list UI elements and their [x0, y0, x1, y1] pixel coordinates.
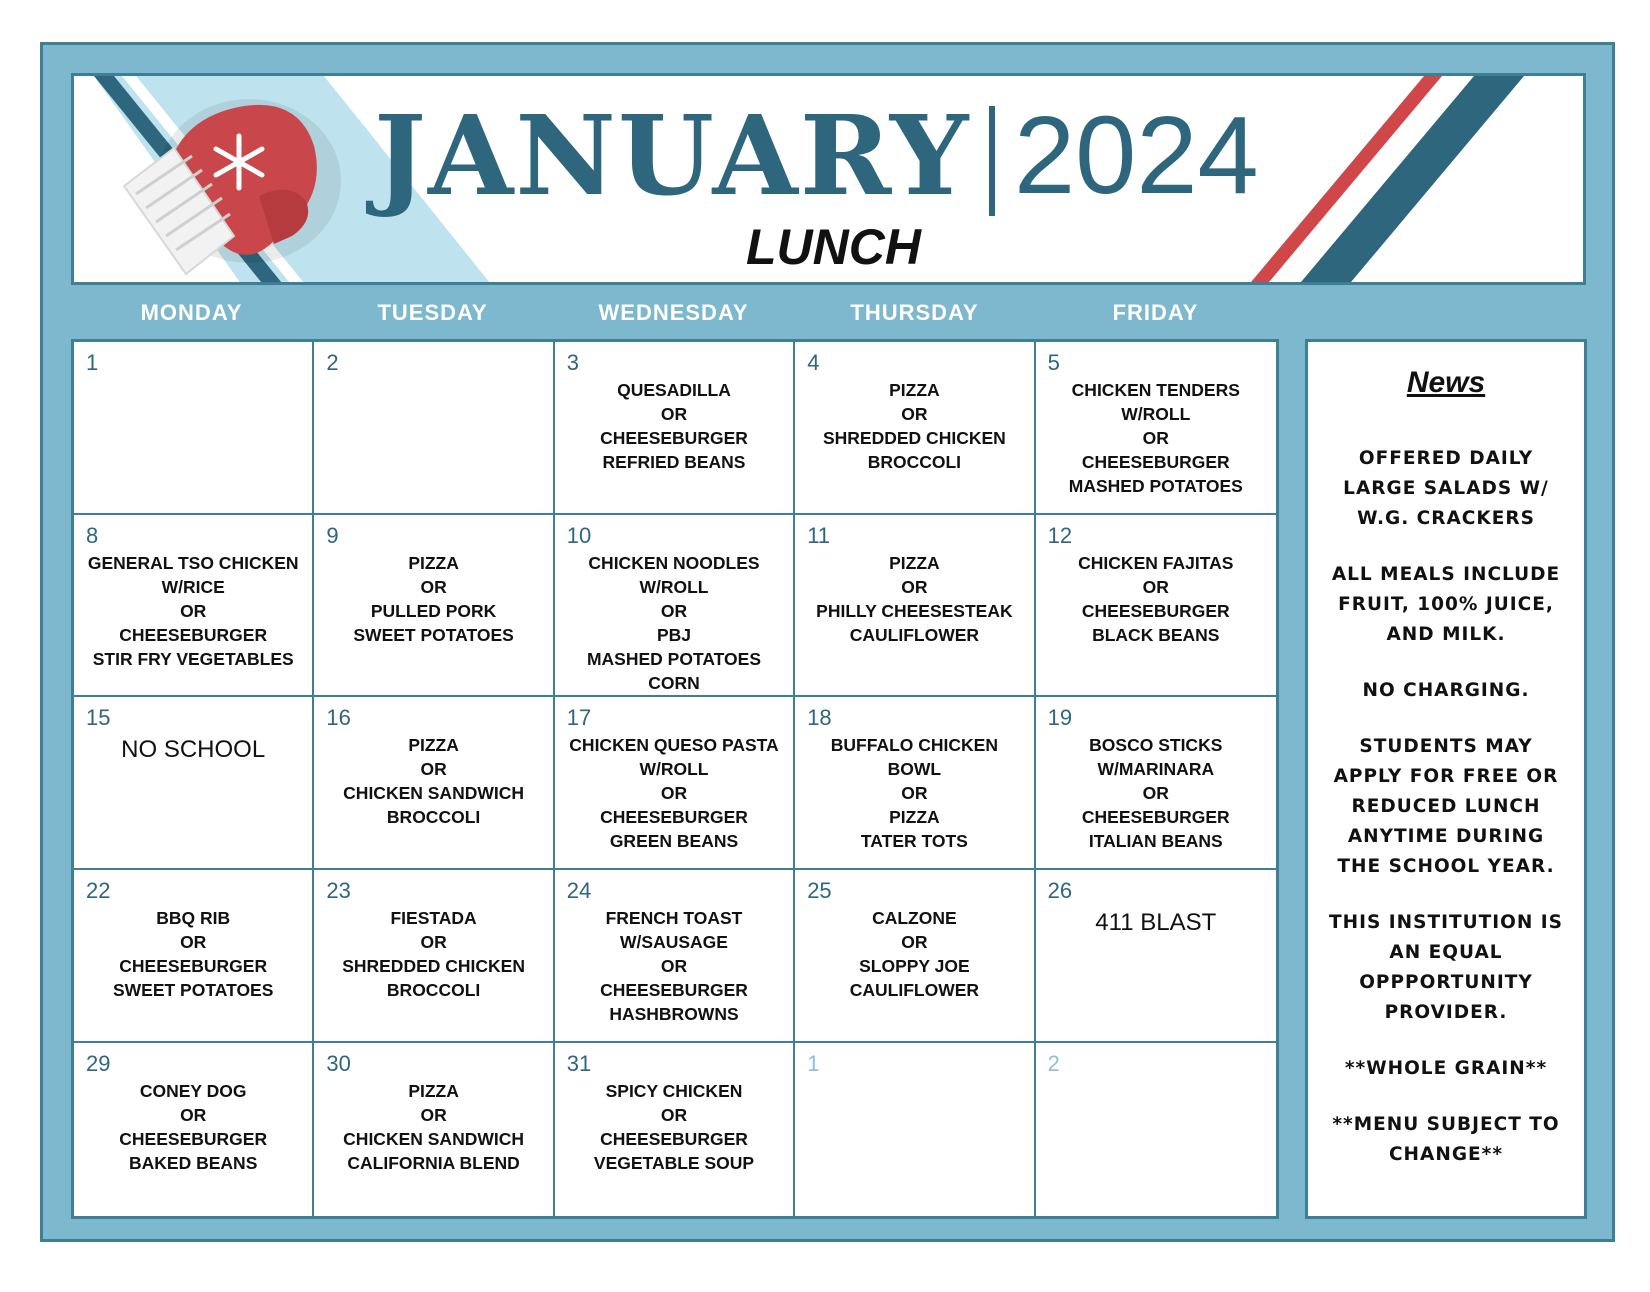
day-number: 26 — [1047, 878, 1073, 903]
day-number: 18 — [807, 705, 832, 730]
day-cell — [795, 342, 1035, 515]
day-cell — [555, 870, 795, 1043]
weekday-friday: FRIDAY — [1112, 300, 1199, 325]
day-number: 15 — [86, 705, 111, 730]
day-menu: FIESTADA OR SHREDDED CHICKEN BROCCOLI — [342, 908, 525, 1000]
day-number: 5 — [1047, 350, 1060, 375]
day-menu: NO SCHOOL — [121, 736, 266, 763]
day-number: 3 — [566, 350, 580, 375]
day-cell — [1036, 342, 1276, 515]
weekday-monday: MONDAY — [140, 300, 243, 325]
day-cell — [314, 1043, 554, 1216]
news-item: OFFERED DAILY LARGE SALADS W/ W.G. CRACKERS — [1343, 448, 1549, 529]
day-number: 2 — [1047, 1051, 1060, 1076]
day-cell-next-month — [795, 1043, 1035, 1216]
day-cell — [74, 697, 314, 870]
day-number: 31 — [566, 1051, 592, 1076]
day-menu: PIZZA OR PULLED PORK SWEET POTATOES — [353, 553, 514, 645]
day-cell — [74, 870, 314, 1043]
day-cell — [74, 1043, 314, 1216]
day-menu: CHICKEN TENDERS W/ROLL OR CHEESEBURGER MASHED POTATOES — [1068, 380, 1243, 496]
year-title: 2024 — [1014, 94, 1259, 217]
day-number: 2 — [326, 350, 339, 375]
day-number: 4 — [807, 350, 820, 375]
calendar-frame — [40, 42, 1615, 1242]
day-menu: GENERAL TSO CHICKEN W/RICE OR CHEESEBURGER STIR FRY VEGETABLES — [87, 553, 299, 669]
day-menu: FRENCH TOAST W/SAUSAGE OR CHEESEBURGER HASHBROWNS — [600, 908, 748, 1024]
day-number: 1 — [86, 350, 99, 375]
day-menu: PIZZA OR SHREDDED CHICKEN BROCCOLI — [822, 380, 1006, 472]
day-cell — [555, 515, 795, 697]
day-cell — [74, 515, 314, 697]
news-item: ALL MEALS INCLUDE FRUIT, 100% JUICE, AND MILK. — [1331, 564, 1561, 645]
day-number: 8 — [86, 523, 99, 548]
day-number: 29 — [86, 1051, 111, 1076]
day-menu: PIZZA OR CHICKEN SANDWICH BROCCOLI — [343, 735, 524, 827]
news-panel — [1305, 339, 1587, 1219]
news-title: News — [1406, 366, 1486, 399]
day-menu: BOSCO STICKS W/MARINARA OR CHEESEBURGER ITALIAN BEANS — [1081, 735, 1230, 851]
day-number: 12 — [1047, 523, 1073, 548]
day-number: 25 — [807, 878, 832, 903]
day-cell-next-month — [1036, 1043, 1276, 1216]
news-item: THIS INSTITUTION IS AN EQUAL OPPPORTUNITY PROVIDER. — [1329, 912, 1563, 1023]
day-menu: CALZONE OR SLOPPY JOE CAULIFLOWER — [849, 908, 980, 1000]
day-number: 17 — [566, 705, 592, 730]
day-menu: SPICY CHICKEN OR CHEESEBURGER VEGETABLE SOUP — [593, 1081, 755, 1173]
day-menu: CHICKEN QUESO PASTA W/ROLL OR CHEESEBURGER GREEN BEANS — [569, 735, 779, 851]
day-cell — [1036, 515, 1276, 697]
news-item: **WHOLE GRAIN** — [1344, 1058, 1548, 1079]
day-number: 19 — [1047, 705, 1073, 730]
day-number: 10 — [566, 523, 592, 548]
day-cell — [314, 342, 554, 515]
day-cell — [1036, 697, 1276, 870]
news-item: STUDENTS MAY APPLY FOR FREE OR REDUCED LUNCH ANYTIME DURING THE SCHOOL YEAR. — [1333, 736, 1559, 877]
day-cell — [314, 697, 554, 870]
day-cell — [74, 342, 314, 515]
weekday-header-row — [71, 293, 1276, 333]
header-banner — [71, 73, 1586, 285]
day-menu: CHICKEN NOODLES W/ROLL OR PBJ MASHED POTATOES CORN — [586, 553, 762, 693]
day-cell — [314, 515, 554, 697]
day-menu: BBQ RIB OR CHEESEBURGER SWEET POTATOES — [112, 908, 274, 1000]
day-number: 11 — [807, 523, 831, 548]
day-menu: 411 BLAST — [1095, 909, 1217, 936]
day-cell — [795, 697, 1035, 870]
day-menu: CONEY DOG OR CHEESEBURGER BAKED BEANS — [119, 1081, 268, 1173]
day-number: 16 — [326, 705, 351, 730]
day-number: 23 — [326, 878, 351, 903]
day-cell — [795, 870, 1035, 1043]
day-number: 9 — [326, 523, 339, 548]
day-cell — [555, 342, 795, 515]
day-cell — [314, 870, 554, 1043]
day-number: 1 — [807, 1051, 820, 1076]
title-divider — [989, 106, 995, 216]
day-cell — [1036, 870, 1276, 1043]
calendar-grid — [71, 339, 1279, 1219]
day-menu: CHICKEN FAJITAS OR CHEESEBURGER BLACK BEANS — [1078, 553, 1234, 645]
day-cell — [555, 1043, 795, 1216]
day-cell — [795, 515, 1035, 697]
weekday-wednesday: WEDNESDAY — [598, 300, 749, 325]
day-number: 24 — [566, 878, 592, 903]
weekday-thursday: THURSDAY — [850, 300, 979, 325]
day-menu: BUFFALO CHICKEN BOWL OR PIZZA TATER TOTS — [830, 735, 998, 851]
day-number: 22 — [86, 878, 111, 903]
day-cell — [555, 697, 795, 870]
day-menu: QUESADILLA OR CHEESEBURGER REFRIED BEANS — [600, 380, 748, 472]
month-title: JANUARY — [374, 91, 971, 220]
lunch-subtitle: LUNCH — [746, 219, 921, 275]
news-item: NO CHARGING. — [1362, 680, 1530, 701]
day-menu: PIZZA OR PHILLY CHEESESTEAK CAULIFLOWER — [816, 553, 1013, 645]
news-item: **MENU SUBJECT TO CHANGE** — [1332, 1114, 1560, 1165]
day-number: 30 — [326, 1051, 351, 1076]
weekday-tuesday: TUESDAY — [377, 300, 488, 325]
day-menu: PIZZA OR CHICKEN SANDWICH CALIFORNIA BLEND — [343, 1081, 524, 1173]
